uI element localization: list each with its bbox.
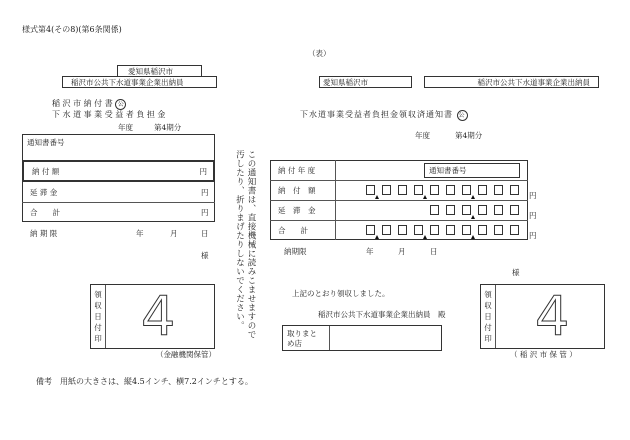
side-label: （表） <box>308 49 331 58</box>
left-stamp-label-5: 印 <box>94 334 102 343</box>
right-stamp-label-5: 印 <box>484 334 492 343</box>
right-fiscal-year-label: 納 付 年 度 <box>278 166 316 175</box>
public-circle-icon: 公 <box>115 99 126 110</box>
right-payment-unit: 円 <box>529 191 537 200</box>
right-notice-no-label: 通知書番号 <box>429 166 467 175</box>
left-total-unit: 円 <box>201 208 209 217</box>
right-deadline-month: 月 <box>398 247 406 256</box>
right-total-unit: 円 <box>529 231 537 240</box>
right-row-divider-3 <box>270 220 528 221</box>
left-deadline-label: 納 期 限 <box>30 229 58 238</box>
left-stamp-number: 4 <box>141 285 176 348</box>
left-late-fee-label: 延 滞 金 <box>30 188 58 197</box>
form-id: 様式第4(その8)(第6条関係) <box>22 25 122 34</box>
right-addressee: 稲沢市公共下水道事業企業出納員 殿 <box>318 310 446 319</box>
left-late-fee-unit: 円 <box>201 188 209 197</box>
right-year-label: 年度 <box>415 131 430 140</box>
left-deadline-day: 日 <box>201 229 209 238</box>
left-payment-unit: 円 <box>199 167 207 176</box>
left-deadline-year: 年 <box>136 229 144 238</box>
right-notice-no-box <box>424 163 520 178</box>
left-row-payment <box>22 160 215 182</box>
right-issuer: 稲沢市公共下水道事業企業出納員 <box>477 78 590 87</box>
right-row-divider-2 <box>270 200 528 201</box>
left-payment-label: 納 付 額 <box>32 167 60 176</box>
right-stamp-number: 4 <box>535 285 570 348</box>
left-stamp-label-3: 日 <box>94 312 102 321</box>
left-period: 第4期分 <box>154 123 182 132</box>
right-late-fee-label: 延 滞 金 <box>278 206 316 215</box>
right-keeper: （ 稲 沢 市 保 管 ） <box>510 350 577 359</box>
right-deadline-year: 年 <box>366 247 374 256</box>
left-issuer: 稲沢市公共下水道事業企業出納員 <box>71 78 184 87</box>
right-receipt-stamp-box <box>480 284 605 349</box>
right-payment-label: 納 付 額 <box>278 186 316 195</box>
right-stamp-label-4: 付 <box>484 323 492 332</box>
left-stamp-label-1: 領 <box>94 290 102 299</box>
right-period: 第4期分 <box>455 131 483 140</box>
left-notice-no-label: 通知書番号 <box>27 138 65 147</box>
left-total-label: 合 計 <box>30 208 60 217</box>
left-sama: 様 <box>201 251 209 260</box>
left-title2: 下 水 道 事 業 受 益 者 負 担 金 <box>52 110 166 119</box>
left-deadline-month: 月 <box>170 229 178 238</box>
footer-note: 備考 用紙の大きさは、縦4.5インチ、横7.2インチとする。 <box>36 377 253 386</box>
public-circle-icon: 公 <box>458 112 466 119</box>
left-receipt-stamp-box <box>90 284 215 349</box>
right-handler-box <box>282 325 442 351</box>
right-stamp-label-2: 収 <box>484 301 492 310</box>
left-stamp-label-4: 付 <box>94 323 102 332</box>
right-deadline-label: 納期限 <box>284 247 307 256</box>
right-row-divider-1 <box>270 180 528 181</box>
left-issuer-box <box>62 76 217 88</box>
right-title: 下水道事業受益者負担金領収済通知書 公 <box>300 110 466 119</box>
left-keeper: （金融機関保管） <box>156 350 216 359</box>
left-row-divider <box>22 202 215 203</box>
right-address-box <box>319 76 412 88</box>
left-title1: 稲 沢 市 納 付 書 公 <box>52 99 126 110</box>
right-stamp-label-3: 日 <box>484 312 492 321</box>
right-address: 愛知県稲沢市 <box>323 78 368 87</box>
right-stamp-label-1: 領 <box>484 290 492 299</box>
right-total-label: 合 計 <box>278 226 308 235</box>
right-issuer-box <box>424 76 599 88</box>
left-address: 愛知県稲沢市 <box>128 67 173 76</box>
right-deadline-day: 日 <box>430 247 438 256</box>
left-year-label: 年度 <box>118 123 133 132</box>
right-received-text: 上記のとおり領収しました。 <box>292 289 390 298</box>
middle-note: この通知書は、直接機械に読みこませますので 汚したり、折りまげたりしないでください。 <box>234 150 256 339</box>
right-sama: 様 <box>512 268 520 277</box>
left-stamp-label-2: 収 <box>94 301 102 310</box>
right-handler-label: 取りまと め店 <box>287 329 317 348</box>
right-late-fee-unit: 円 <box>529 211 537 220</box>
